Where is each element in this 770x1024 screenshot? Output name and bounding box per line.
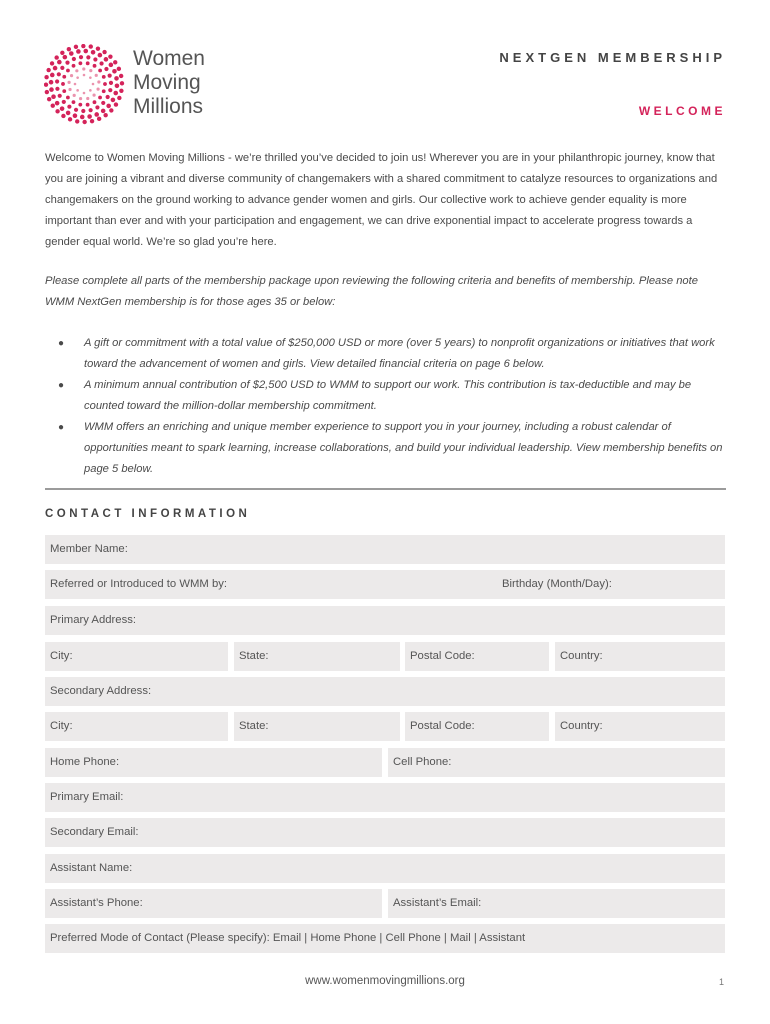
logo-line-1: Women <box>133 47 205 70</box>
logo <box>44 44 224 124</box>
birthday-label: Birthday (Month/Day): <box>502 578 612 590</box>
secondary-state-field[interactable]: State: <box>234 712 400 741</box>
logo-mark-icon <box>44 44 128 128</box>
footer-website-link[interactable]: www.womenmovingmillions.org <box>305 975 465 987</box>
assistant-phone-field[interactable]: Assistant’s Phone: <box>45 889 382 918</box>
criteria-list <box>58 333 727 480</box>
assistant-name-field[interactable]: Assistant Name: <box>45 854 725 883</box>
logo-line-3: Millions <box>133 95 204 118</box>
list-item <box>58 375 727 417</box>
logo-wordmark <box>133 47 205 119</box>
assistant-email-field[interactable]: Assistant’s Email: <box>388 889 725 918</box>
list-item <box>58 333 727 375</box>
secondary-email-field[interactable]: Secondary Email: <box>45 818 725 847</box>
page-number: 1 <box>718 977 724 987</box>
instructions-paragraph: Please complete all parts of the membership package upon reviewing the following criteria and benefits of membership. Please note WMM NextGen membership is for those ages 35 or below: <box>45 275 698 308</box>
primary-address-field[interactable]: Primary Address: <box>45 606 725 635</box>
criteria-text: WMM offers an enriching and unique member experience to support you in your journey, including a robust calendar of opportunities meant to spark learning, increase collaborations, and build your individual leadership. View membership benefits on page 5 below. <box>84 421 723 475</box>
secondary-address-field[interactable]: Secondary Address: <box>45 677 725 706</box>
section-title-welcome: WELCOME <box>638 104 726 118</box>
logo-line-2: Moving <box>133 71 201 94</box>
preferred-contact-field[interactable]: Preferred Mode of Contact (Please specify): Email | Home Phone | Cell Phone | Mail | Assistant <box>45 924 725 953</box>
cell-phone-field[interactable]: Cell Phone: <box>388 748 725 777</box>
referred-by-field[interactable] <box>45 570 725 599</box>
section-divider <box>45 488 726 490</box>
primary-city-field[interactable]: City: <box>45 642 228 671</box>
criteria-text: A minimum annual contribution of $2,500 USD to WMM to support our work. This contribution is tax-deductible and may be counted toward the million-dollar membership commitment. <box>84 379 692 412</box>
primary-postal-code-field[interactable]: Postal Code: <box>405 642 549 671</box>
home-phone-field[interactable]: Home Phone: <box>45 748 382 777</box>
primary-state-field[interactable]: State: <box>234 642 400 671</box>
document-title: NEXTGEN MEMBERSHIP <box>499 50 726 65</box>
intro-paragraph: Welcome to Women Moving Millions - we’re thrilled you’ve decided to join us! Wherever you are in your philanthropic journey, know that you are joining a vibrant and diverse community of changemakers with a shared commitment to catalyze resources to organizations and changemakers on the ground working to advance gender women and girls. Our collective work to achieve gender equality is more important than ever and with your participation and engagement, we can drive exponential impact to accelerate progress towards a gender equal world. We’re so glad you’re here. <box>45 152 718 248</box>
primary-country-field[interactable]: Country: <box>555 642 725 671</box>
contact-section-heading: CONTACT INFORMATION <box>45 508 251 520</box>
secondary-city-field[interactable]: City: <box>45 712 228 741</box>
member-name-field[interactable]: Member Name: <box>45 535 725 564</box>
secondary-country-field[interactable]: Country: <box>555 712 725 741</box>
list-item <box>58 417 727 480</box>
bullet-icon: ● <box>58 338 65 349</box>
primary-email-field[interactable]: Primary Email: <box>45 783 725 812</box>
secondary-postal-code-field[interactable]: Postal Code: <box>405 712 549 741</box>
bullet-icon: ● <box>58 422 65 433</box>
referred-by-label: Referred or Introduced to WMM by: <box>50 578 228 590</box>
bullet-icon: ● <box>58 380 65 391</box>
criteria-text: A gift or commitment with a total value of $250,000 USD or more (over 5 years) to nonprofit organizations or initiatives that work toward the advancement of women and girls. View detailed financial criteria on page 6 below. <box>84 337 715 370</box>
